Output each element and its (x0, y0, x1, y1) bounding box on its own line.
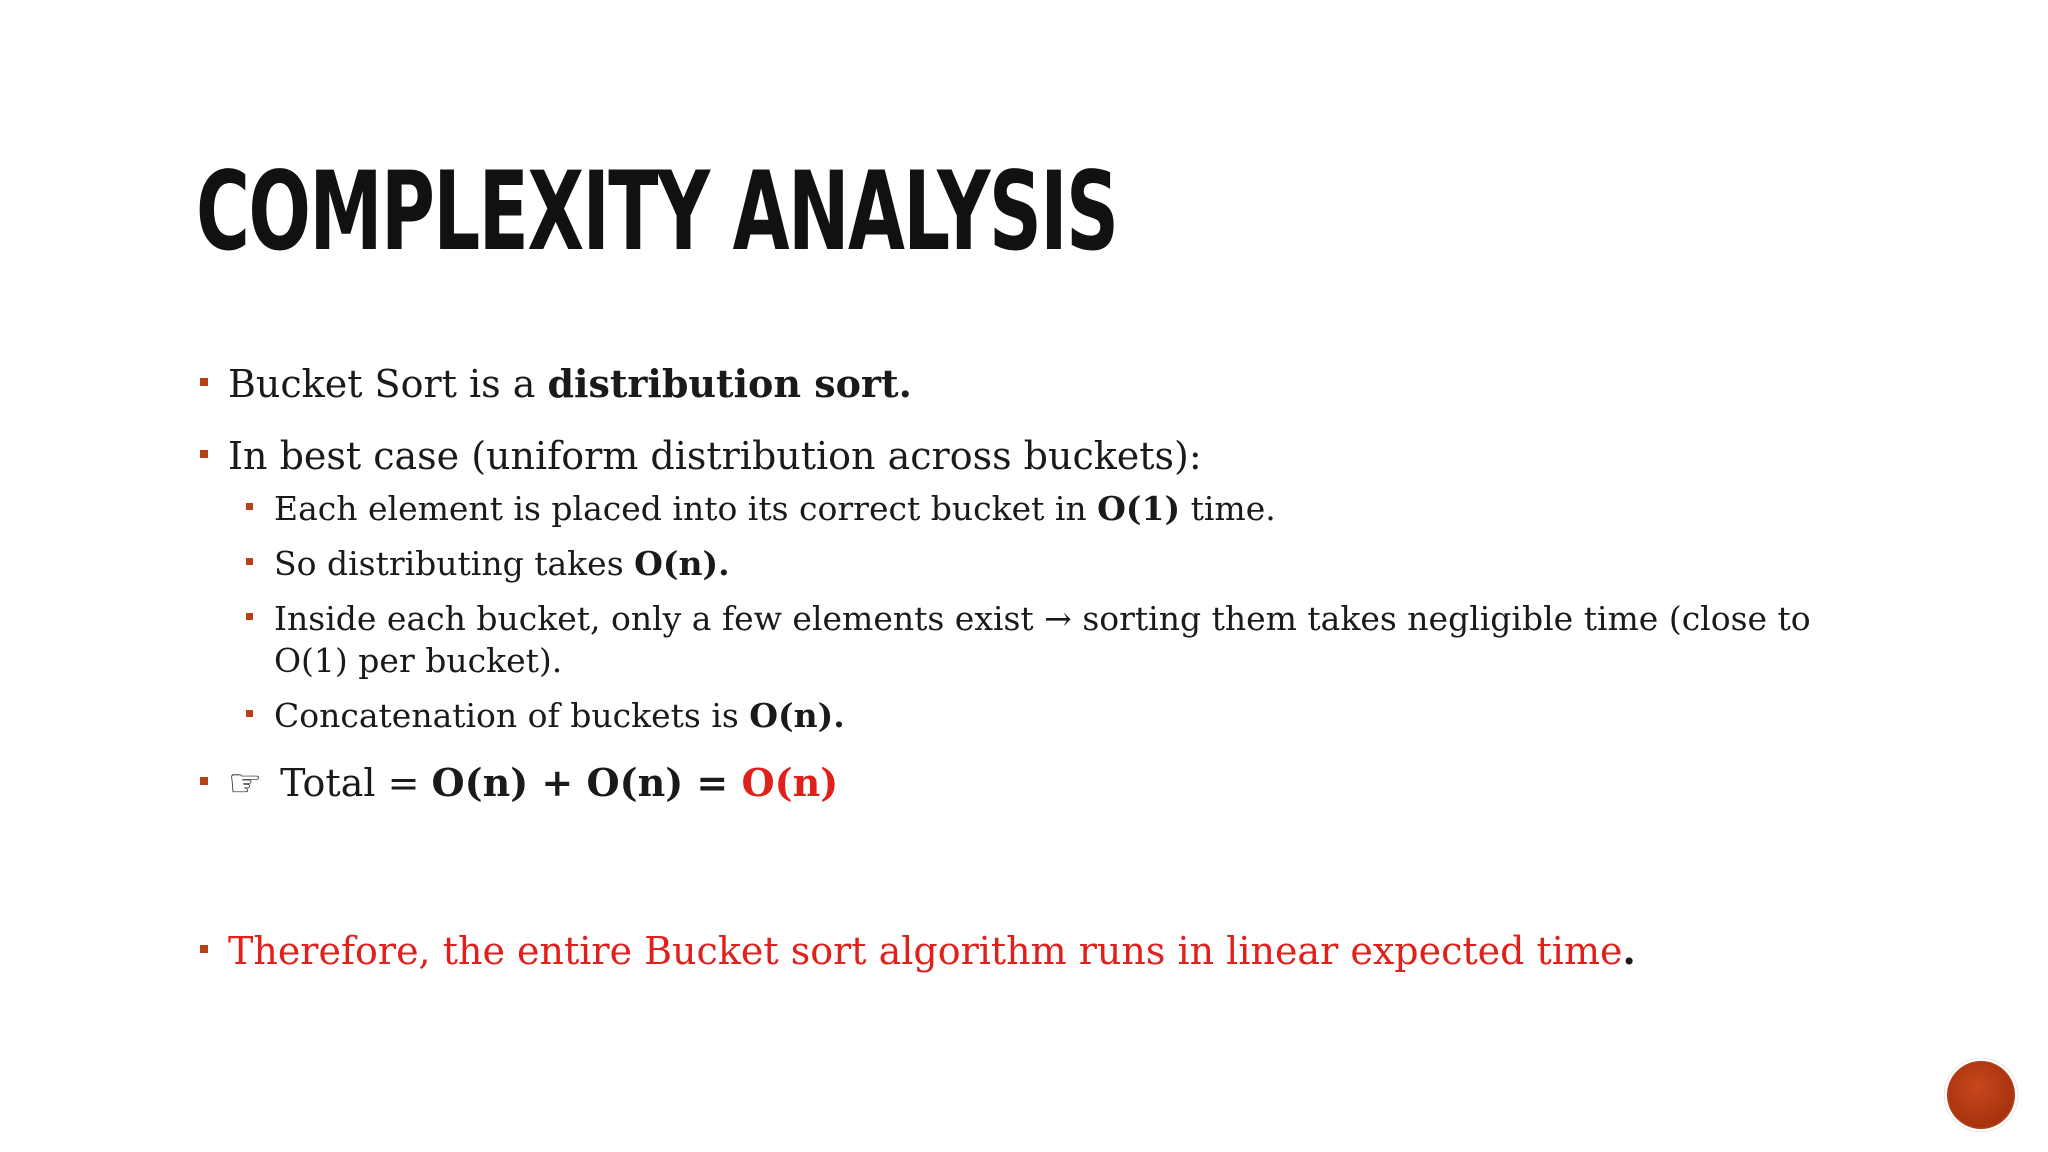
spacer (196, 833, 1886, 929)
sub-text: Each element is placed into its correct bucket in (274, 489, 1098, 528)
sub-text: Concatenation of buckets is (274, 696, 750, 735)
sub-text: Inside each bucket, only a few elements exist → sorting them takes negligible time (close to O(1) per bucket). (274, 599, 1811, 680)
sub-text: So distributing takes (274, 544, 635, 583)
subpoint-concatenation (196, 695, 1886, 737)
slide-title: COMPLEXITY ANALYSIS (196, 148, 1118, 275)
bullet-text: In best case (uniform distribution across buckets): (228, 434, 1202, 478)
subpoint-placement (196, 488, 1886, 530)
sub-bold: O(n) (634, 544, 719, 583)
bullet-best-case (196, 434, 1886, 478)
sub-end: . (833, 696, 845, 735)
sub-end: . (718, 544, 730, 583)
best-case-subpoints (196, 488, 1886, 737)
bullet-text: Total = (268, 761, 432, 805)
bullet-total (196, 761, 1886, 805)
subpoint-distributing (196, 543, 1886, 585)
sub-bold: O(1) (1097, 489, 1181, 528)
sub-end: time. (1180, 489, 1276, 528)
bullet-end: . (898, 361, 912, 406)
bullet-red-text: Therefore, the entire Bucket sort algorithm runs in linear expected time (228, 929, 1623, 973)
pointing-hand-icon: ☞ (228, 761, 263, 805)
bullet-end: . (1622, 928, 1636, 973)
subpoint-inside-bucket (196, 598, 1886, 682)
bullet-bold: distribution sort (547, 361, 899, 406)
slide-content (196, 362, 1886, 1001)
bullet-distribution-sort (196, 362, 1886, 406)
bullet-conclusion (196, 929, 1886, 973)
bullet-result: O(n) (741, 760, 839, 805)
bullet-bold: O(n) + O(n) = (431, 760, 742, 805)
slide-badge-icon (1944, 1058, 2018, 1132)
bullet-text: Bucket Sort is a (228, 362, 548, 406)
sub-bold: O(n) (749, 696, 834, 735)
